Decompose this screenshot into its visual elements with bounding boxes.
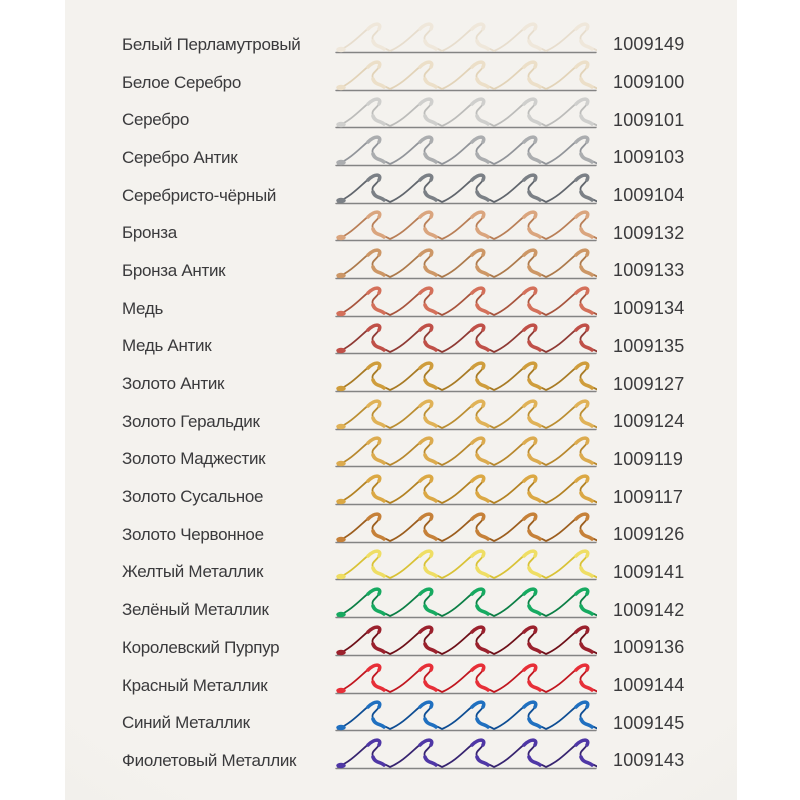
paint-name: Золото Антик bbox=[122, 374, 225, 394]
product-code: 1009136 bbox=[613, 637, 685, 658]
paint-name: Синий Металлик bbox=[122, 713, 250, 733]
paint-name: Серебро Антик bbox=[122, 147, 238, 167]
paint-name: Бронза bbox=[122, 223, 177, 243]
paint-stroke-swatch bbox=[335, 207, 597, 243]
product-code: 1009133 bbox=[613, 260, 685, 281]
paint-name: Фиолетовый Металлик bbox=[122, 750, 297, 770]
paint-name: Золото Сусальное bbox=[122, 487, 264, 507]
product-code: 1009132 bbox=[613, 222, 685, 243]
paint-start-blob bbox=[336, 574, 346, 579]
paint-start-blob bbox=[336, 310, 346, 315]
paint-stroke-swatch bbox=[335, 471, 597, 507]
paint-name: Красный Металлик bbox=[122, 675, 268, 695]
product-code: 1009134 bbox=[613, 298, 685, 319]
swatch-row bbox=[65, 742, 737, 780]
paint-name: Медь Антик bbox=[122, 336, 212, 356]
paint-stroke-swatch bbox=[335, 396, 597, 432]
paint-start-blob bbox=[336, 122, 346, 127]
paint-stroke-swatch bbox=[335, 546, 597, 582]
paint-start-blob bbox=[336, 650, 346, 655]
paint-stroke-swatch bbox=[335, 19, 597, 55]
paint-stroke-swatch bbox=[335, 320, 597, 356]
paint-start-blob bbox=[336, 160, 346, 165]
paint-name: Белое Серебро bbox=[122, 72, 241, 92]
product-code: 1009149 bbox=[613, 34, 685, 55]
paint-name: Золото Маджестик bbox=[122, 449, 266, 469]
paint-stroke-swatch bbox=[335, 132, 597, 168]
paint-stroke-swatch bbox=[335, 584, 597, 620]
paint-name: Бронза Антик bbox=[122, 260, 226, 280]
paint-name: Желтый Металлик bbox=[122, 562, 264, 582]
swatch-table bbox=[65, 0, 737, 800]
product-code: 1009141 bbox=[613, 561, 685, 582]
product-code: 1009144 bbox=[613, 675, 685, 696]
paint-stroke-swatch bbox=[335, 94, 597, 130]
paint-start-blob bbox=[336, 763, 346, 768]
paint-start-blob bbox=[336, 235, 346, 240]
paint-name: Королевский Пурпур bbox=[122, 637, 280, 657]
paint-start-blob bbox=[336, 725, 346, 730]
paint-stroke-swatch bbox=[335, 509, 597, 545]
product-code: 1009101 bbox=[613, 109, 685, 130]
product-code: 1009103 bbox=[613, 147, 685, 168]
paint-stroke-swatch bbox=[335, 170, 597, 206]
paint-start-blob bbox=[336, 461, 346, 466]
paint-start-blob bbox=[336, 84, 346, 89]
paint-name: Серебристо-чёрный bbox=[122, 185, 277, 205]
product-code: 1009126 bbox=[613, 524, 685, 545]
paint-name: Золото Червонное bbox=[122, 524, 264, 544]
paint-stroke-swatch bbox=[335, 358, 597, 394]
paint-stroke-swatch bbox=[335, 697, 597, 733]
paint-start-blob bbox=[336, 499, 346, 504]
product-code: 1009119 bbox=[613, 448, 684, 469]
paint-start-blob bbox=[336, 348, 346, 353]
paint-stroke-swatch bbox=[335, 245, 597, 281]
product-code: 1009127 bbox=[613, 373, 685, 394]
paint-start-blob bbox=[336, 273, 346, 278]
product-code: 1009104 bbox=[613, 185, 685, 206]
product-code: 1009135 bbox=[613, 335, 685, 356]
product-code: 1009142 bbox=[613, 599, 685, 620]
paint-name: Медь bbox=[122, 298, 164, 318]
paint-stroke-swatch bbox=[335, 283, 597, 319]
product-code: 1009145 bbox=[613, 712, 685, 733]
paint-stroke-swatch bbox=[335, 660, 597, 696]
paint-start-blob bbox=[336, 687, 346, 692]
product-code: 1009117 bbox=[613, 486, 684, 507]
paint-name: Серебро bbox=[122, 110, 189, 130]
paint-stroke-swatch bbox=[335, 57, 597, 93]
paint-start-blob bbox=[336, 424, 346, 429]
paint-name: Золото Геральдик bbox=[122, 411, 260, 431]
paint-name: Зелёный Металлик bbox=[122, 600, 269, 620]
paint-start-blob bbox=[336, 386, 346, 391]
paint-stroke-swatch bbox=[335, 433, 597, 469]
paint-name: Белый Перламутровый bbox=[122, 34, 301, 54]
paint-stroke-swatch bbox=[335, 735, 597, 771]
product-code: 1009124 bbox=[613, 411, 685, 432]
paint-stroke-swatch bbox=[335, 622, 597, 658]
product-code: 1009100 bbox=[613, 72, 685, 93]
product-code: 1009143 bbox=[613, 750, 685, 771]
paint-start-blob bbox=[336, 612, 346, 617]
paint-start-blob bbox=[336, 537, 346, 542]
paint-start-blob bbox=[336, 47, 346, 52]
paint-start-blob bbox=[336, 197, 346, 202]
